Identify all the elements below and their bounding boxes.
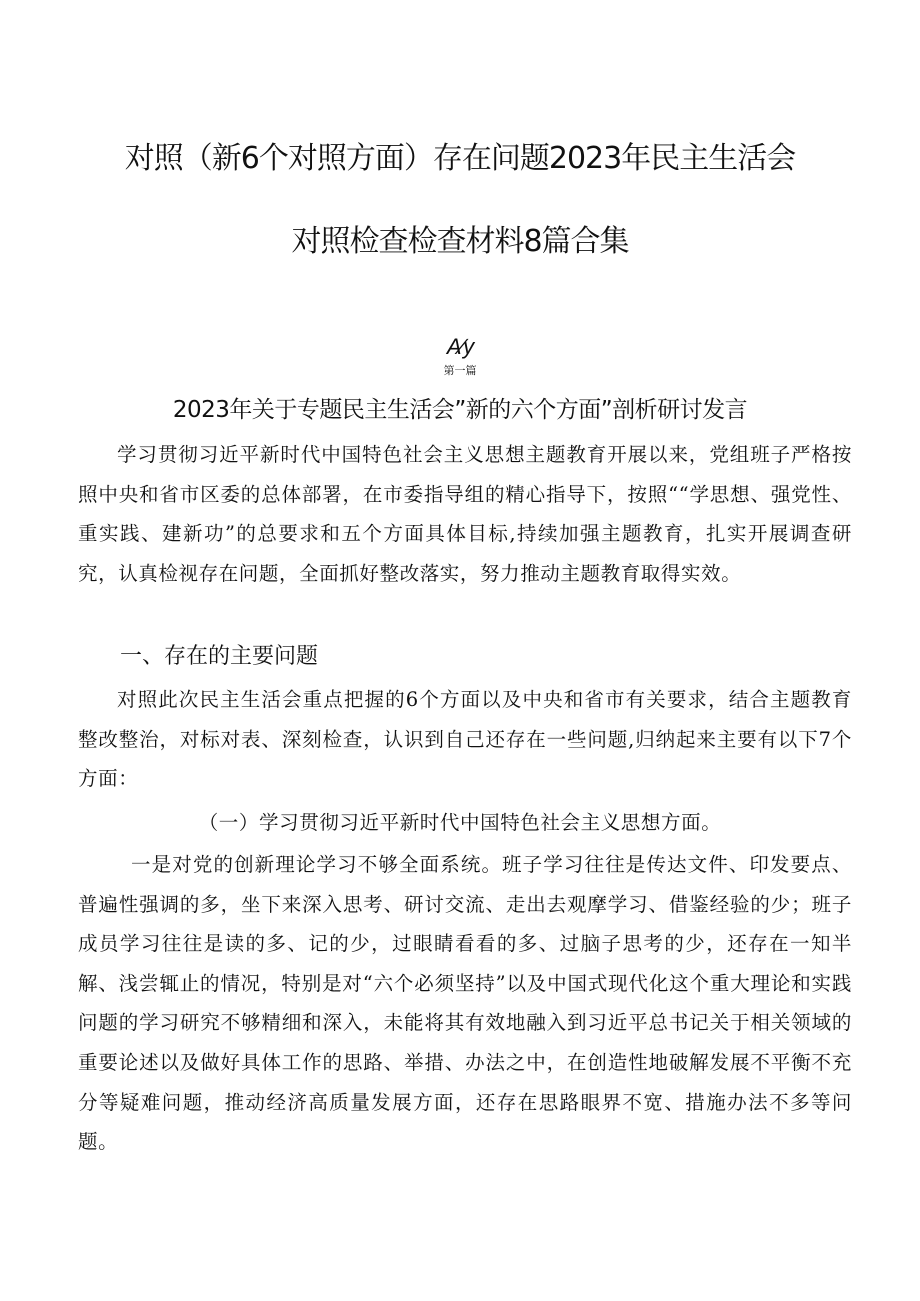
- document-title-line-1: 对照（新6个对照方面）存在问题2023年民主生活会: [124, 141, 796, 176]
- section-heading: 2023年关于专题民主生活会”新的六个方面”剖析研讨发言: [172, 397, 748, 423]
- handwritten-mark: A∕y: [446, 334, 474, 359]
- document-title-line-2: 对照检查检查材料8篇合集: [291, 224, 629, 259]
- subsection-title: （一）学习贯彻习近平新时代中国特色社会主义思想方面。: [198, 811, 722, 834]
- intro-paragraph: 学习贯彻习近平新时代中国特色社会主义思想主题教育开展以来，党组班子严格按照中央和省市区委的总体部署，在市委指导组的精心指导下，按照““学思想、强党性、重实践、建新功”的总要求和五个方面具体目标,持续加强主题教育，扎实开展调查研究，认真检视存在问题，全面抓好整改落实，努力推动主题教育取得实效。: [78, 443, 852, 585]
- section-intro-paragraph: 对照此次民主生活会重点把握的6个方面以及中央和省市有关要求，结合主题教育整改整治，对标对表、深刻检查，认识到自己还存在一些问题,归纳起来主要有以下7个方面：: [78, 688, 852, 791]
- subsection-body-paragraph: 一是对党的创新理论学习不够全面系统。班子学习往往是传达文件、印发要点、普遍性强调的多，坐下来深入思考、研讨交流、走出去观摩学习、借鉴经验的少；班子成员学习往往是读的多、记的少，过眼睛看看的多、过脑子思考的少，还存在一知半解、浅尝辄止的情况，特别是对“六个必须坚持”以及中国式现代化这个重大理论和实践问题的学习研究不够精细和深入，未能将其有效地融入到习近平总书记关于相关领域的重要论述以及做好具体工作的思路、举措、办法之中，在创造性地破解发展不平衡不充分等疑难问题，推动经济高质量发展方面，还存在思路眼界不宽、措施办法不多等问题。: [78, 853, 852, 1154]
- section-title: 一、存在的主要问题: [120, 644, 319, 669]
- part-label: 第一篇: [443, 364, 477, 377]
